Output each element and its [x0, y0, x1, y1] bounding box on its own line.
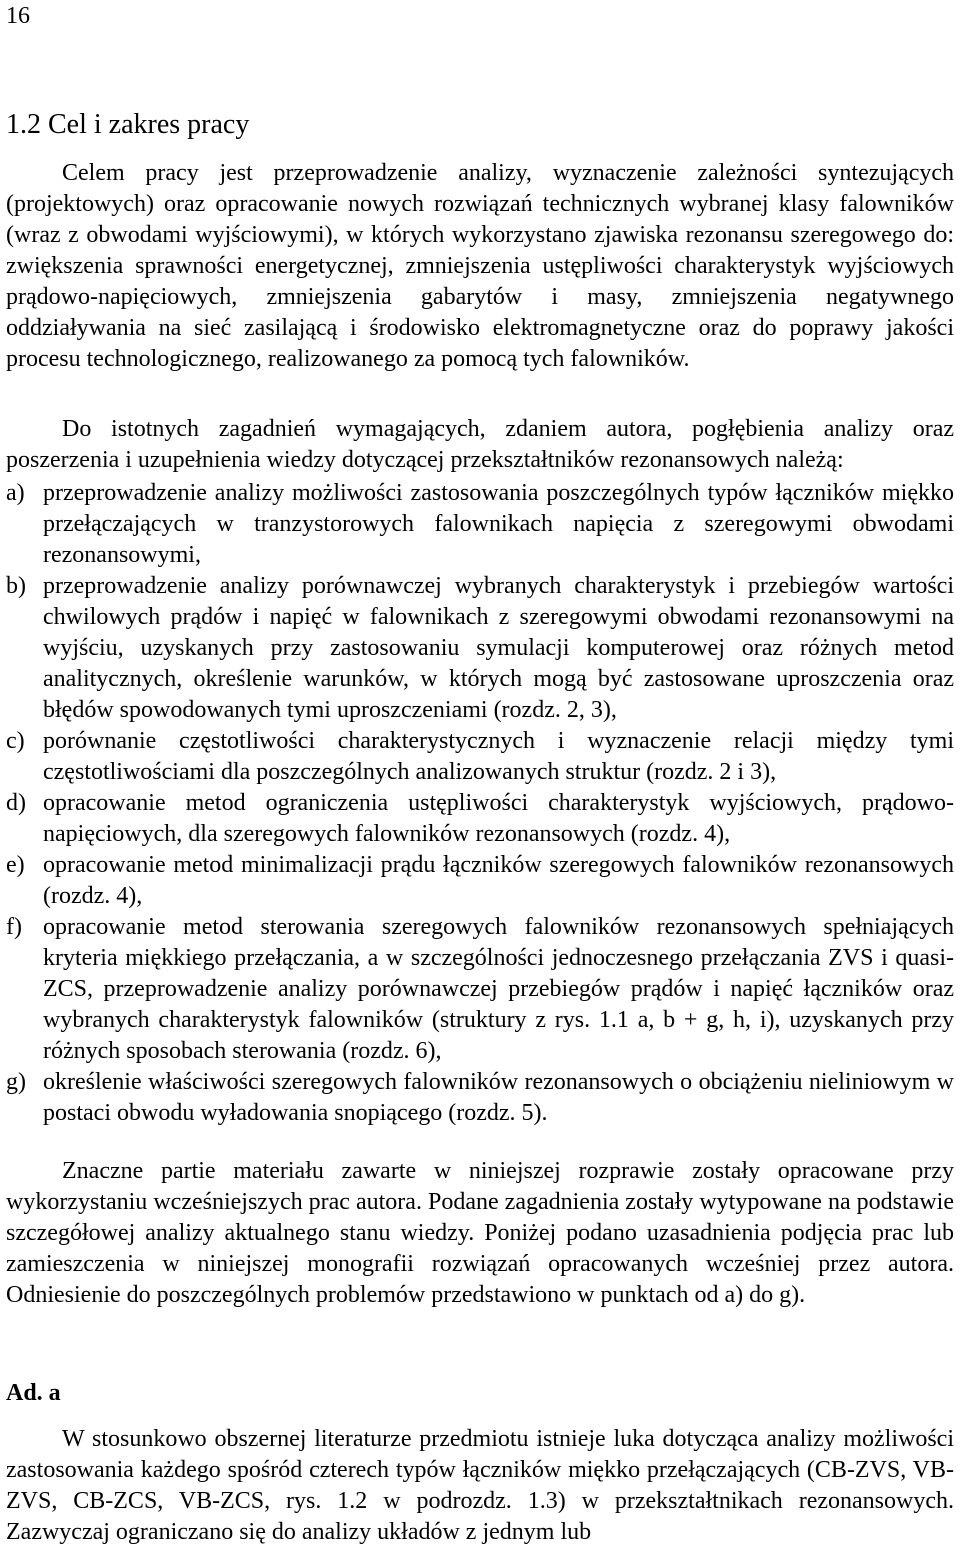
issues-lead-paragraph: Do istotnych zagadnień wymagających, zdaniem autora, pogłębienia analizy oraz poszerzenia i uzupełnienia wiedzy dotyczącej przekształtników rezonansowych należą:: [6, 416, 954, 473]
list-item-text: opracowanie metod sterowania szeregowych falowników rezonansowych spełniających kryteria miękkiego przełączania, a w szczególności jednoczesnego przełączania ZVS i quasi-ZCS, przeprowadzenie analizy porównawczej przebiegów prądów i napięć łączników oraz wybranych charakterystyk falowników (struktury z rys. 1.1 a, b + g, h, i), uzyskanych przy różnych sposobach sterowania (rozdz. 6),: [43, 914, 954, 1064]
list-item-text: opracowanie metod minimalizacji prądu łączników szeregowych falowników rezonansowych (rozdz. 4),: [43, 852, 954, 909]
list-marker: g): [6, 1069, 26, 1095]
list-item: [6, 478, 954, 571]
list-item: [6, 571, 954, 726]
sources-paragraph: Znaczne partie materiału zawarte w niniejszej rozprawie zostały opracowane przy wykorzystaniu wcześniejszych prac autora. Podane zagadnienia zostały wytypowane na podstawie szczegółowej analizy aktualnego stanu wiedzy. Poniżej podano uzasadnienia podjęcia prac lub zamieszczenia w niniejszej monografii rozwiązań opracowanych wcześniej przez autora. Odniesienie do poszczególnych problemów przedstawiono w punktach od a) do g).: [6, 1158, 954, 1308]
list-item: [6, 850, 954, 912]
list-item-text: określenie właściwości szeregowych falowników rezonansowych o obciążeniu nieliniowym w postaci obwodu wyładowania snopiącego (rozdz. 5).: [43, 1069, 954, 1126]
section-title: 1.2 Cel i zakres pracy: [6, 109, 250, 140]
list-marker: e): [6, 852, 25, 878]
ad-a-paragraph: W stosunkowo obszernej literaturze przedmiotu istnieje luka dotycząca analizy możliwości zastosowania każdego spośród czterech typów łączników miękko przełączających (CB-ZVS, VB-ZVS, CB-ZCS, VB-ZCS, rys. 1.2 w podrozdz. 1.3) w przekształtnikach rezonansowych. Zazwyczaj ograniczano się do analizy układów z jednym lub: [6, 1426, 954, 1545]
issues-list: [6, 478, 954, 1129]
list-marker: a): [6, 480, 25, 506]
intro-paragraph: Celem pracy jest przeprowadzenie analizy, wyznaczenie zależności syntezujących (projektowych) oraz opracowanie nowych rozwiązań technicznych wybranej klasy falowników (wraz z obwodami wyjściowymi), w których wykorzystano zjawiska rezonansu szeregowego do: zwiększenia sprawności energetycznej, zmniejszenia ustępliwości charakterystyk wyjściowych prądowo-napięciowych, zmniejszenia gabarytów i masy, zmniejszenia negatywnego oddziaływania na sieć zasilającą i środowisko elektromagnetyczne oraz do poprawy jakości procesu technologicznego, realizowanego za pomocą tych falowników.: [6, 160, 954, 372]
list-item: [6, 788, 954, 850]
list-item: [6, 1067, 954, 1129]
list-item-text: porównanie częstotliwości charakterystycznych i wyznaczenie relacji między tymi częstotliwościami dla poszczególnych analizowanych struktur (rozdz. 2 i 3),: [43, 728, 954, 785]
list-marker: b): [6, 573, 26, 599]
list-marker: d): [6, 790, 26, 816]
list-marker: f): [6, 914, 22, 940]
ad-a-heading: Ad. a: [6, 1380, 61, 1406]
list-marker: c): [6, 728, 25, 754]
list-item: [6, 726, 954, 788]
list-item-text: przeprowadzenie analizy porównawczej wybranych charakterystyk i przebiegów wartości chwilowych prądów i napięć w falownikach z szeregowymi obwodami rezonansowymi na wyjściu, uzyskanych przy zastosowaniu symulacji komputerowej oraz różnych metod analitycznych, określenie warunków, w których mogą być zastosowane uproszczenia oraz błędów spowodowanych tymi uproszczeniami (rozdz. 2, 3),: [43, 573, 954, 723]
list-item: [6, 912, 954, 1067]
page-number: 16: [6, 3, 30, 29]
list-item-text: przeprowadzenie analizy możliwości zastosowania poszczególnych typów łączników miękko przełączających w tranzystorowych falownikach napięcia z szeregowymi obwodami rezonansowymi,: [43, 480, 954, 568]
list-item-text: opracowanie metod ograniczenia ustępliwości charakterystyk wyjściowych, prądowo-napięciowych, dla szeregowych falowników rezonansowych (rozdz. 4),: [43, 790, 954, 847]
